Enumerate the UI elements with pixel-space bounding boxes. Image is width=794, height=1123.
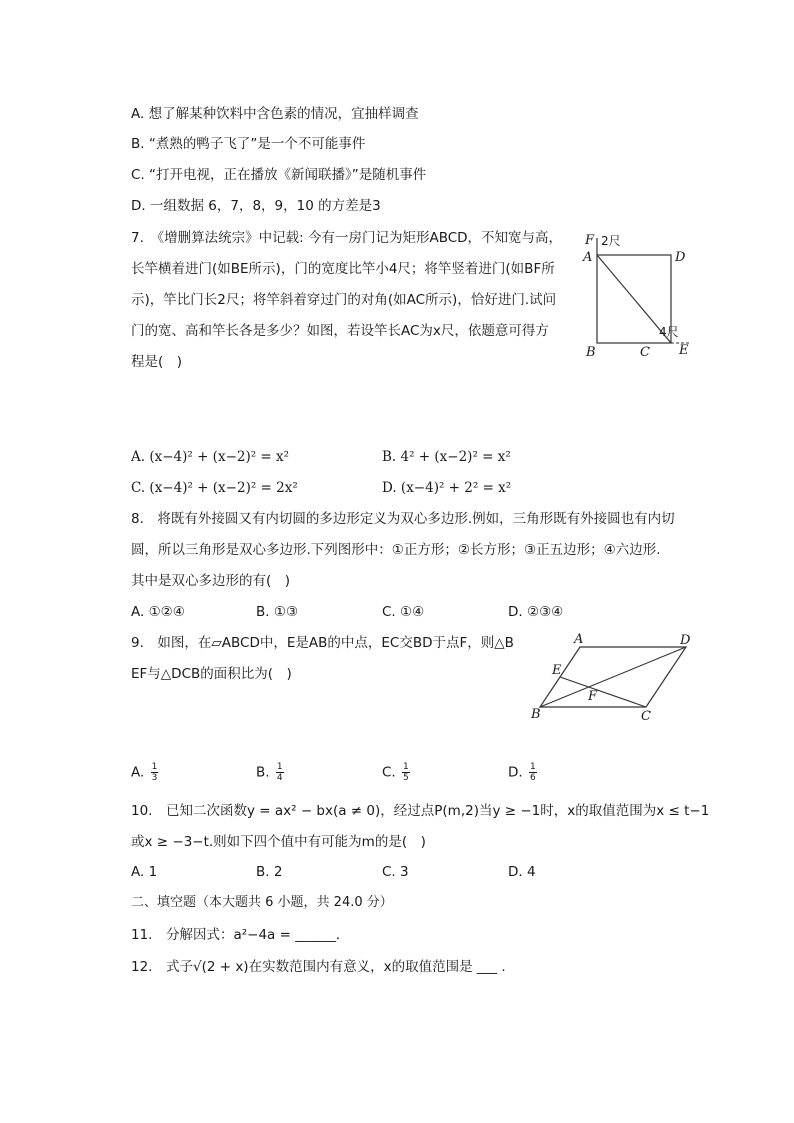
q7-line-4: 门的宽、高和竿长各是多少？如图，若设竿长AC为x尺，依题意可得方 <box>131 323 549 339</box>
q8-option-a: A. ①②④ <box>131 604 185 620</box>
q7-line-2: 长竿横着进门(如BE所示)，门的宽度比竿小4尺；将竿竖着进门(如BF所 <box>131 261 555 277</box>
q7-option-a: A. (x−4)² + (x−2)² = x² <box>131 449 290 465</box>
q7-line-1: 7. 《增删算法统宗》中记载: 今有一房门记为矩形ABCD，不知宽与高， <box>131 230 563 246</box>
label-e: E <box>679 343 689 358</box>
denominator: 4 <box>276 773 283 783</box>
q8-line-3: 其中是双心多边形的有( ) <box>131 573 291 589</box>
option-letter: B. <box>256 764 270 781</box>
label-c: C <box>641 709 651 724</box>
option-letter: D. <box>508 764 523 781</box>
q7-line-3: 示)，竿比门长2尺；将竿斜着穿过门的对角(如AC所示)，恰好进门.试问 <box>131 292 557 308</box>
numerator: 1 <box>403 762 409 772</box>
label-d: D <box>675 250 686 265</box>
q10-line-1: 10. 已知二次函数y = ax² − bx(a ≠ 0)，经过点P(m,2)当y ≥ −1时，x的取值范围为x ≤ t−1 <box>131 803 710 819</box>
q9-option-d <box>508 762 537 783</box>
q7-line-5: 程是( ) <box>131 354 183 370</box>
numerator: 1 <box>151 762 158 772</box>
numerator: 1 <box>529 762 536 772</box>
q7-option-b: B. 4² + (x−2)² = x² <box>382 449 511 465</box>
label-b: B <box>586 345 596 360</box>
denominator: 3 <box>151 773 158 783</box>
fraction <box>151 762 159 783</box>
q9-option-c <box>382 762 410 783</box>
q10-option-b: B. 2 <box>256 864 283 880</box>
q7-option-d: D. (x−4)² + 2² = x² <box>382 480 512 496</box>
label-f: F <box>588 689 598 704</box>
q6-option-a: A. 想了解某种饮料中含色素的情况，宜抽样调查 <box>131 106 419 122</box>
option-letter: A. <box>131 764 145 781</box>
q12-line: 12. 式子√(2 + x)在实数范围内有意义，x的取值范围是 ___ . <box>131 959 506 975</box>
denominator: 5 <box>403 773 409 783</box>
q8-line-2: 圆，所以三角形是双心多边形.下列图形中：①正方形；②长方形；③正五边形；④六边形. <box>131 542 661 558</box>
diagonal-bd <box>540 647 686 707</box>
label-b: B <box>531 707 541 722</box>
q8-option-c: C. ①④ <box>382 604 425 620</box>
q10-option-d: D. 4 <box>508 864 536 880</box>
q11-line: 11. 分解因式：a²−4a = ______. <box>131 927 341 943</box>
label-e: E <box>552 663 562 678</box>
q7-figure <box>575 228 700 363</box>
q9-line-1: 9. 如图，在▱ABCD中，E是AB的中点，EC交BD于点F，则△B <box>131 635 514 651</box>
q6-option-b: B. “煮熟的鸭子飞了”是一个不可能事件 <box>131 136 366 152</box>
option-letter: C. <box>382 764 396 781</box>
q8-option-b: B. ①③ <box>256 604 299 620</box>
section-heading-fill-in: 二、填空题（本大题共 6 小题，共 24.0 分） <box>131 895 393 910</box>
label-a: A <box>583 250 593 265</box>
q8-option-d: D. ②③④ <box>508 604 564 620</box>
length-2-chi: 2尺 <box>601 234 621 248</box>
numerator: 1 <box>276 762 283 772</box>
q9-option-a <box>131 762 158 783</box>
q10-option-c: C. 3 <box>382 864 409 880</box>
q6-option-d: D. 一组数据 6，7，8，9，10 的方差是3 <box>131 198 381 214</box>
label-d: D <box>680 633 691 648</box>
label-f: F <box>585 233 595 248</box>
fraction <box>402 762 410 783</box>
denominator: 6 <box>529 773 536 783</box>
q9-line-2: EF与△DCB的面积比为( ) <box>131 666 292 682</box>
q6-option-c: C. “打开电视，正在播放《新闻联播》”是随机事件 <box>131 167 427 183</box>
q9-option-b <box>256 762 284 783</box>
fraction <box>529 762 537 783</box>
q10-line-2: 或x ≥ −3−t.则如下四个值中有可能为m的是( ) <box>131 834 426 850</box>
q9-figure <box>528 628 698 726</box>
length-4-chi: 4尺 <box>659 325 679 339</box>
q7-option-c: C. (x−4)² + (x−2)² = 2x² <box>131 480 298 496</box>
q10-option-a: A. 1 <box>131 864 158 880</box>
label-a: A <box>574 632 584 647</box>
label-c: C <box>640 345 650 360</box>
fraction <box>276 762 284 783</box>
q8-line-1: 8. 将既有外接圆又有内切圆的多边形定义为双心多边形.例如，三角形既有外接圆也有内切 <box>131 511 675 527</box>
